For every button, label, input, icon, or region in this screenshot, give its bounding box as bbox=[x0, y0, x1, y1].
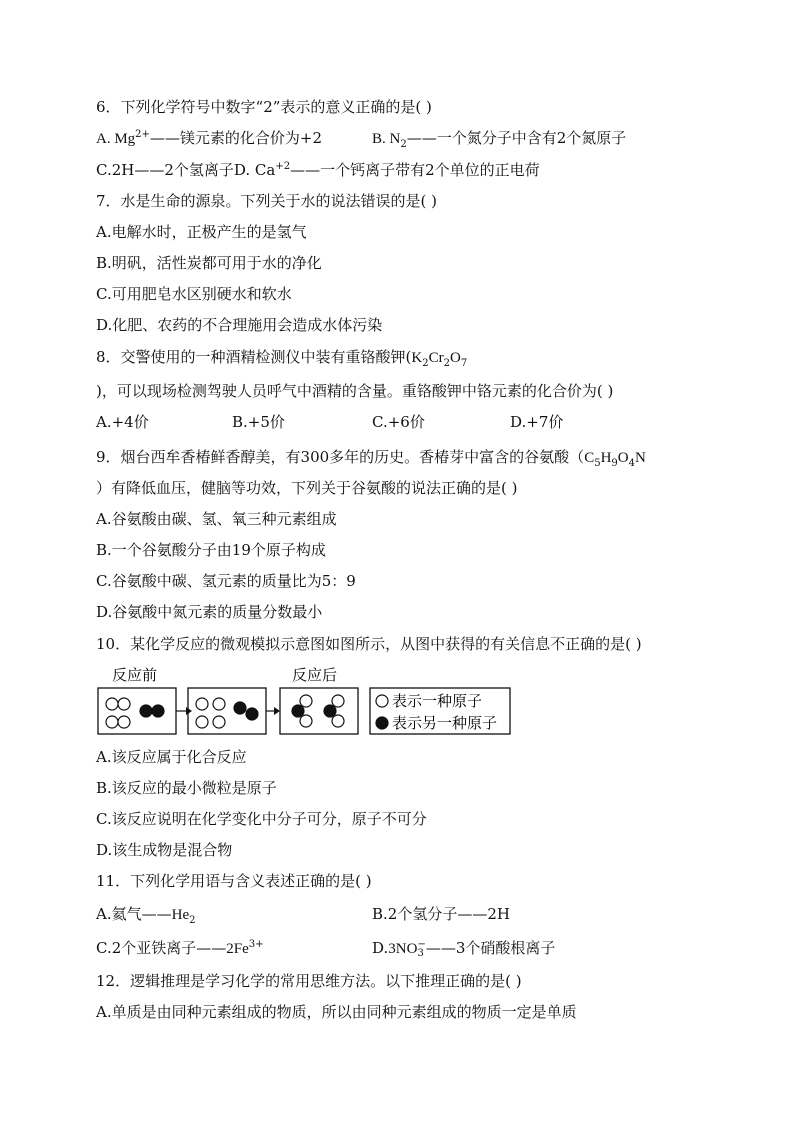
reaction-diagram bbox=[96, 666, 516, 738]
q8-stem-text: 8．交警使用的一种酒精检测仪中装有重铬酸钾( bbox=[96, 348, 412, 366]
q9-stem bbox=[96, 447, 646, 468]
q9-option-a: A.谷氨酸由碳、氢、氧三种元素组成 bbox=[96, 510, 337, 528]
q8-formula-cr: Cr bbox=[428, 350, 444, 366]
q8-stem bbox=[96, 347, 467, 368]
q11-stem: 11．下列化学用语与含义表述正确的是( ) bbox=[96, 872, 372, 890]
q9-stem-cont: ）有降低血压，健脑等功效，下列关于谷氨酸的说法正确的是( ) bbox=[96, 479, 518, 497]
q9-formula-o: O bbox=[617, 450, 629, 466]
q9-h-sub: 9 bbox=[611, 458, 618, 469]
q6-a-text: ——镁元素的化合价为+2 bbox=[149, 129, 323, 147]
q10-option-c: C.该反应说明在化学变化中分子可分，原子不可分 bbox=[96, 810, 427, 828]
q6-b-symbol: B. N bbox=[372, 131, 401, 147]
after-label: 反应后 bbox=[292, 666, 338, 684]
q10-stem: 10．某化学反应的微观模拟示意图如图所示，从图中获得的有关信息不正确的是( ) bbox=[96, 635, 642, 653]
q6-stem: 6．下列化学符号中数字“2”表示的意义正确的是( ) bbox=[96, 98, 432, 116]
q6-option-b bbox=[372, 128, 626, 149]
q11-d-formula: 3NO bbox=[388, 941, 418, 957]
q7-option-c: C.可用肥皂水区别硬水和软水 bbox=[96, 285, 292, 303]
q6-b-text: ——一个氮分子中含有2个氮原子 bbox=[406, 129, 627, 147]
q7-option-b: B.明矾，活性炭都可用于水的净化 bbox=[96, 254, 322, 272]
q7-stem: 7．水是生命的源泉。下列关于水的说法错误的是( ) bbox=[96, 192, 438, 210]
legend-black-atom bbox=[376, 717, 388, 729]
q12-stem: 12．逻辑推理是学习化学的常用思维方法。以下推理正确的是( ) bbox=[96, 972, 522, 990]
q6-a-symbol: A. Mg bbox=[96, 131, 136, 147]
legend-black-text: 表示另一种原子 bbox=[392, 714, 498, 732]
q6-option-a bbox=[96, 128, 322, 149]
q11-option-d bbox=[372, 938, 555, 959]
q6-c-text: C.2H——2个氢离子D. Ca bbox=[96, 161, 276, 179]
q10-option-b: B.该反应的最小微粒是原子 bbox=[96, 779, 277, 797]
legend-white-atom bbox=[376, 695, 388, 707]
q8-stem-cont: )，可以现场检测驾驶人员呼气中酒精的含量。重铬酸钾中铬元素的化合价为( ) bbox=[96, 382, 614, 400]
q12-option-a: A.单质是由同种元素组成的物质，所以由同种元素组成的物质一定是单质 bbox=[96, 1003, 577, 1021]
q11-d-sub: 3 bbox=[417, 948, 424, 959]
arrow-2 bbox=[266, 707, 280, 715]
before-label: 反应前 bbox=[112, 666, 158, 684]
q11-a-sub: 2 bbox=[189, 915, 196, 926]
q11-d-text: ——3个硝酸根离子 bbox=[425, 939, 556, 957]
q9-option-c: C.谷氨酸中碳、氢元素的质量比为5：9 bbox=[96, 572, 356, 590]
arrow-1 bbox=[176, 707, 192, 715]
q6-a-sup: 2+ bbox=[135, 129, 150, 140]
q8-option-c: C.+6价 bbox=[372, 413, 425, 431]
q8-o-sub: 7 bbox=[460, 358, 468, 369]
q9-c-sub: 5 bbox=[594, 458, 601, 469]
q6-b-sub: 2 bbox=[400, 139, 407, 150]
q11-d-pre: D. bbox=[372, 939, 389, 957]
q9-formula-h: H bbox=[600, 450, 612, 466]
q9-formula-n: N bbox=[635, 450, 646, 466]
q11-a-text: A.氦气—— bbox=[96, 905, 172, 923]
box2-molecules bbox=[196, 698, 258, 728]
q8-option-a: A.+4价 bbox=[96, 413, 149, 431]
q6-d-sup: +2 bbox=[275, 161, 291, 172]
q7-option-a: A.电解水时，正极产生的是氢气 bbox=[96, 223, 307, 241]
q11-c-sup: 3+ bbox=[248, 939, 264, 950]
q11-d-sup: − bbox=[417, 939, 426, 950]
q6-option-cd bbox=[96, 160, 540, 180]
q8-option-d: D.+7价 bbox=[510, 413, 564, 431]
q11-c-formula: 2Fe bbox=[226, 941, 249, 957]
q8-k-sub: 2 bbox=[422, 358, 429, 369]
q9-formula-c: C bbox=[584, 450, 595, 466]
q6-d-text: ——一个钙离子带有2个单位的正电荷 bbox=[290, 161, 540, 179]
product-molecules bbox=[292, 695, 344, 727]
q11-c-text: C.2个亚铁离子—— bbox=[96, 939, 227, 957]
q8-formula-k: K bbox=[411, 350, 423, 366]
q9-o-sub: 4 bbox=[628, 458, 636, 469]
legend-white-text: 表示一种原子 bbox=[392, 692, 483, 710]
q11-option-c bbox=[96, 938, 264, 959]
box1-molecules bbox=[106, 698, 164, 728]
q9-option-d: D.谷氨酸中氮元素的质量分数最小 bbox=[96, 603, 323, 621]
q8-cr-sub: 2 bbox=[443, 358, 450, 369]
q11-option-a bbox=[96, 904, 195, 925]
q8-formula-o: O bbox=[450, 350, 461, 366]
q11-option-b: B.2个氢分子——2H bbox=[372, 905, 510, 923]
q9-stem-text: 9．烟台西牟香椿鲜香醇美，有300多年的历史。香椿芽中富含的谷氨酸（ bbox=[96, 448, 585, 466]
q7-option-d: D.化肥、农药的不合理施用会造成水体污染 bbox=[96, 316, 383, 334]
q10-option-d: D.该生成物是混合物 bbox=[96, 841, 233, 859]
q9-option-b: B.一个谷氨酸分子由19个原子构成 bbox=[96, 541, 326, 559]
q8-option-b: B.+5价 bbox=[232, 413, 285, 431]
q11-a-formula: He bbox=[171, 907, 190, 923]
q10-option-a: A.该反应属于化合反应 bbox=[96, 748, 247, 766]
